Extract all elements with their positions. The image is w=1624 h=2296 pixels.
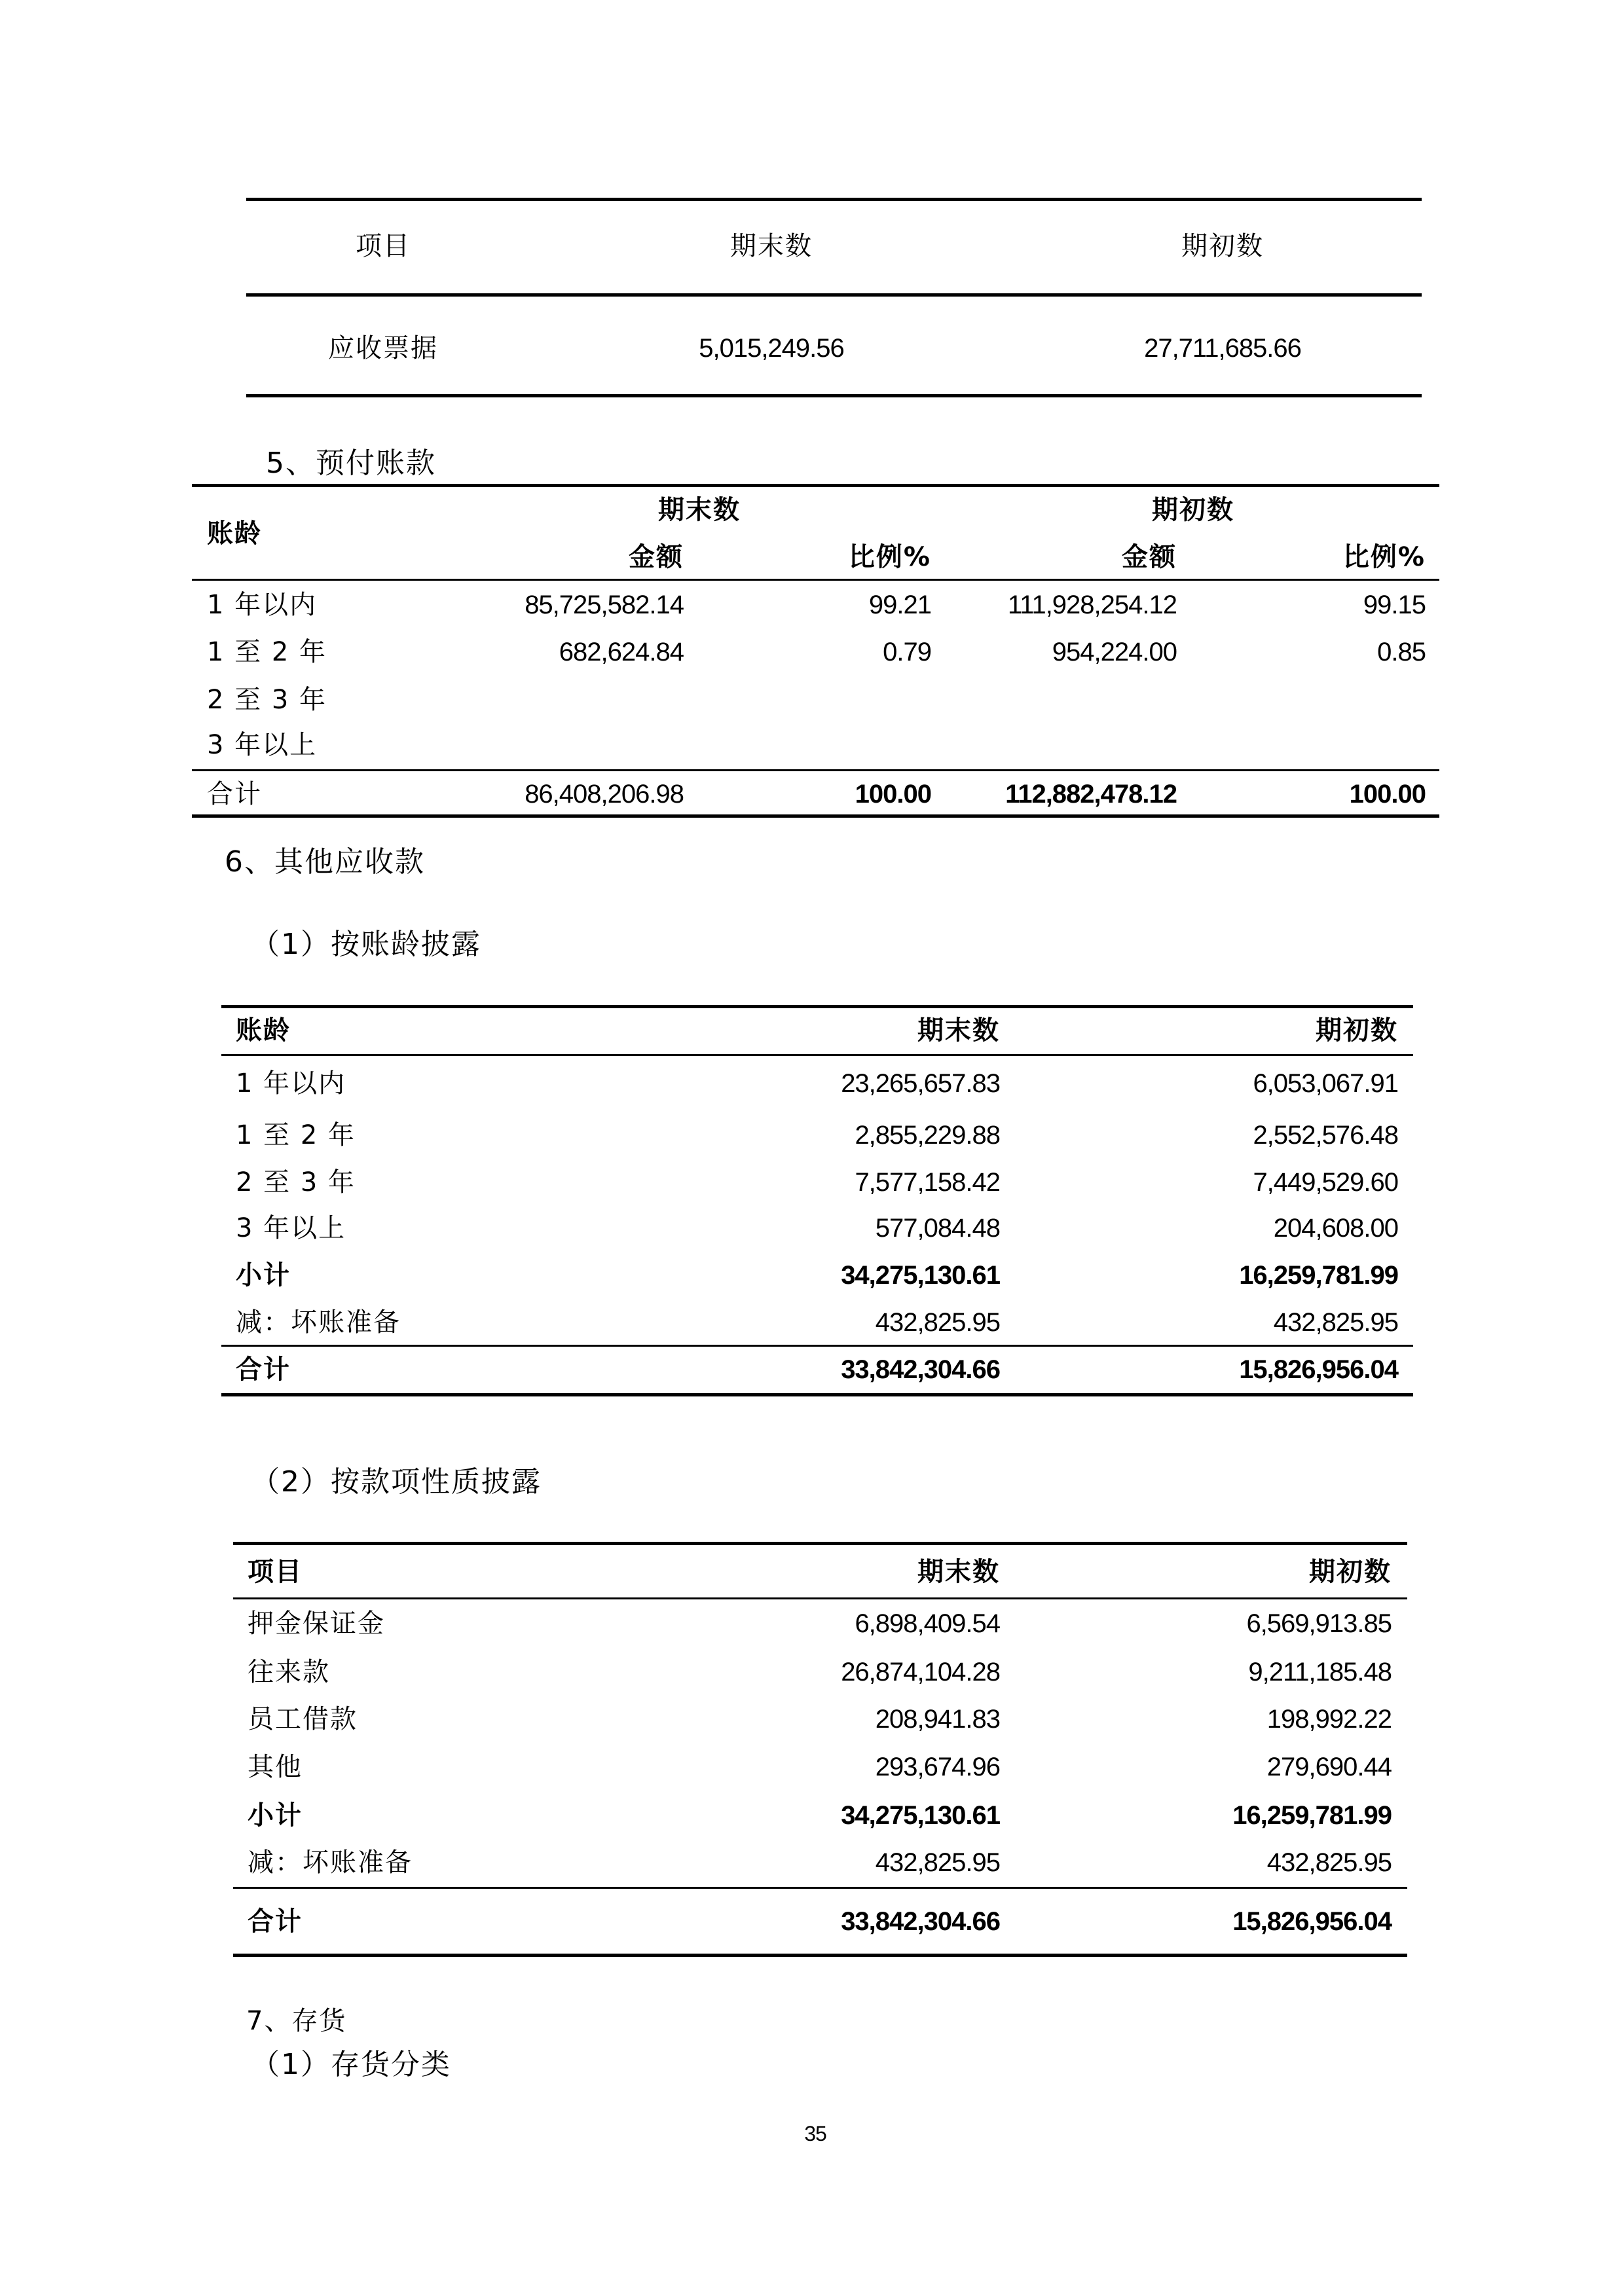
cell-begin: 2,552,576.48 bbox=[1253, 1121, 1398, 1150]
table-rule-bottom bbox=[233, 1954, 1407, 1957]
cell-end: 34,275,130.61 bbox=[841, 1261, 1000, 1290]
cell-begin: 7,449,529.60 bbox=[1253, 1168, 1398, 1197]
cell-label: 小计 bbox=[236, 1260, 291, 1290]
cell-begin: 432,825.95 bbox=[1273, 1308, 1398, 1337]
header-item: 项目 bbox=[248, 1557, 303, 1587]
cell-end: 577,084.48 bbox=[875, 1214, 1000, 1243]
cell-begin: 198,992.22 bbox=[1266, 1705, 1392, 1734]
section-5-title: 5、预付账款 bbox=[266, 446, 436, 480]
section-7-sub1-title: （1）存货分类 bbox=[251, 2048, 451, 2081]
header-begin-group: 期初数 bbox=[1152, 495, 1234, 525]
cell-aging: 1 至 2 年 bbox=[207, 637, 327, 667]
header-end-amount: 金额 bbox=[629, 542, 684, 572]
header-end-ratio: 比例% bbox=[848, 542, 931, 572]
cell-label: 合计 bbox=[236, 1355, 291, 1385]
table-rule-total bbox=[192, 769, 1439, 771]
cell-end: 432,825.95 bbox=[875, 1848, 1000, 1877]
header-begin: 期初数 bbox=[1181, 231, 1264, 261]
cell-aging: 2 至 3 年 bbox=[207, 685, 327, 715]
table-rule-top bbox=[221, 1005, 1413, 1008]
cell-end: 6,898,409.54 bbox=[855, 1609, 1000, 1638]
cell-begin: 15,826,956.04 bbox=[1239, 1355, 1398, 1384]
header-begin: 期初数 bbox=[1309, 1557, 1392, 1587]
table-rule-total bbox=[233, 1887, 1407, 1889]
cell-end: 7,577,158.42 bbox=[855, 1168, 1000, 1197]
cell-end: 34,275,130.61 bbox=[841, 1801, 1000, 1830]
header-begin: 期初数 bbox=[1316, 1015, 1398, 1046]
cell-end-ratio: 100.00 bbox=[855, 780, 931, 809]
cell-begin-amount: 111,928,254.12 bbox=[1007, 591, 1177, 619]
cell-item: 应收票据 bbox=[328, 333, 438, 363]
cell-begin: 9,211,185.48 bbox=[1248, 1658, 1392, 1686]
cell-label: 1 至 2 年 bbox=[236, 1120, 356, 1150]
header-end: 期末数 bbox=[917, 1015, 1000, 1046]
section-6-title: 6、其他应收款 bbox=[225, 845, 425, 879]
cell-aging: 3 年以上 bbox=[207, 730, 318, 760]
cell-begin: 6,053,067.91 bbox=[1253, 1069, 1398, 1098]
header-aging: 账龄 bbox=[236, 1015, 291, 1046]
header-end: 期末数 bbox=[730, 231, 813, 261]
table-rule-bottom bbox=[246, 394, 1422, 397]
cell-end-amount: 86,408,206.98 bbox=[525, 780, 684, 809]
cell-end: 33,842,304.66 bbox=[841, 1355, 1000, 1384]
table-rule-header bbox=[233, 1597, 1407, 1599]
table-rule-top bbox=[192, 484, 1439, 487]
table-rule-bottom bbox=[221, 1393, 1413, 1396]
cell-begin-ratio: 0.85 bbox=[1377, 638, 1426, 666]
table-rule-top bbox=[233, 1542, 1407, 1545]
header-item: 项目 bbox=[356, 231, 411, 261]
cell-label: 2 至 3 年 bbox=[236, 1167, 356, 1197]
cell-label: 1 年以内 bbox=[236, 1068, 346, 1099]
page-number: 35 bbox=[804, 2122, 826, 2145]
cell-aging: 1 年以内 bbox=[207, 590, 318, 620]
cell-begin: 279,690.44 bbox=[1266, 1753, 1392, 1781]
cell-begin: 204,608.00 bbox=[1273, 1214, 1398, 1243]
cell-label: 其他 bbox=[248, 1752, 303, 1782]
cell-end: 293,674.96 bbox=[875, 1753, 1000, 1781]
table-rule-header bbox=[192, 579, 1439, 581]
cell-begin: 15,826,956.04 bbox=[1232, 1907, 1392, 1936]
cell-label: 往来款 bbox=[248, 1657, 330, 1687]
cell-begin-ratio: 100.00 bbox=[1349, 780, 1426, 809]
cell-begin: 16,259,781.99 bbox=[1239, 1261, 1398, 1290]
cell-end: 23,265,657.83 bbox=[841, 1069, 1000, 1098]
cell-label: 合计 bbox=[248, 1906, 303, 1937]
cell-begin: 27,711,685.66 bbox=[1144, 334, 1301, 363]
cell-label: 小计 bbox=[248, 1800, 303, 1831]
cell-begin-ratio: 99.15 bbox=[1363, 591, 1426, 619]
cell-end: 432,825.95 bbox=[875, 1308, 1000, 1337]
cell-end: 33,842,304.66 bbox=[841, 1907, 1000, 1936]
header-aging: 账龄 bbox=[207, 519, 262, 549]
header-end-group: 期末数 bbox=[658, 495, 741, 525]
table-rule-total bbox=[221, 1345, 1413, 1347]
section-6-sub2-title: （2）按款项性质披露 bbox=[251, 1465, 542, 1499]
cell-end: 5,015,249.56 bbox=[699, 334, 844, 363]
cell-end: 208,941.83 bbox=[875, 1705, 1000, 1734]
header-begin-amount: 金额 bbox=[1122, 542, 1177, 572]
header-begin-ratio: 比例% bbox=[1342, 542, 1426, 572]
cell-end-ratio: 99.21 bbox=[868, 591, 931, 619]
cell-begin: 16,259,781.99 bbox=[1232, 1801, 1392, 1830]
table-rule-header bbox=[246, 293, 1422, 297]
table-rule-header bbox=[221, 1054, 1413, 1056]
cell-label: 减：坏账准备 bbox=[236, 1307, 401, 1338]
table-rule-top bbox=[246, 198, 1422, 201]
cell-end-ratio: 0.79 bbox=[883, 638, 931, 666]
cell-label: 3 年以上 bbox=[236, 1213, 346, 1243]
cell-end-amount: 85,725,582.14 bbox=[525, 591, 684, 619]
table-rule-bottom bbox=[192, 814, 1439, 818]
cell-begin: 6,569,913.85 bbox=[1246, 1609, 1392, 1638]
section-6-sub1-title: （1）按账龄披露 bbox=[251, 928, 481, 961]
cell-end: 26,874,104.28 bbox=[841, 1658, 1000, 1686]
header-end: 期末数 bbox=[917, 1557, 1000, 1587]
cell-begin: 432,825.95 bbox=[1266, 1848, 1392, 1877]
cell-end-amount: 682,624.84 bbox=[559, 638, 684, 666]
cell-label: 减：坏账准备 bbox=[248, 1848, 413, 1878]
cell-label: 押金保证金 bbox=[248, 1609, 385, 1639]
cell-begin-amount: 112,882,478.12 bbox=[1005, 780, 1177, 809]
section-7-title: 7、存货 bbox=[246, 2006, 347, 2036]
cell-begin-amount: 954,224.00 bbox=[1052, 638, 1177, 666]
cell-label: 员工借款 bbox=[248, 1704, 358, 1734]
cell-end: 2,855,229.88 bbox=[855, 1121, 1000, 1150]
cell-aging: 合计 bbox=[207, 779, 262, 809]
